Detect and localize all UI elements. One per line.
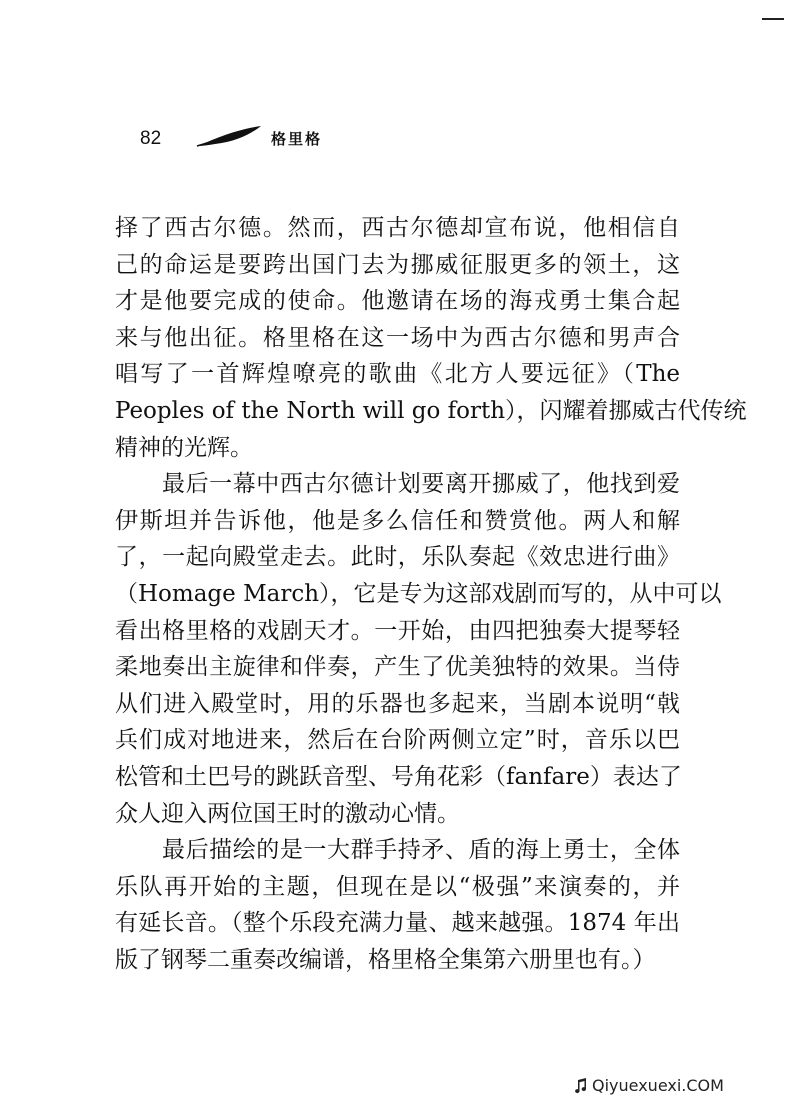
text-line: （Homage March），它是专为这部戏剧而写的，从中可以	[115, 580, 722, 607]
watermark-text: Qiyuexuexi.COM	[592, 1076, 724, 1095]
text-line: 唱写了一首辉煌嘹亮的歌曲《北方人要远征》（The	[115, 361, 680, 388]
text-line: 己的命运是要跨出国门去为挪威征服更多的领土，这	[115, 251, 680, 278]
text-line: 有延长音。（整个乐段充满力量、越来越强。1874 年出	[115, 910, 680, 937]
watermark	[572, 1076, 724, 1095]
feather-icon	[195, 124, 265, 150]
text-line: 从们进入殿堂时，用的乐器也多起来，当剧本说明“戟	[115, 690, 680, 717]
text-line: 柔地奏出主旋律和伴奏，产生了优美独特的效果。当侍	[115, 654, 680, 681]
text-line: Peoples of the North will go forth），闪耀着挪威古代传统	[115, 397, 747, 424]
text-line: 最后描绘的是一大群手持矛、盾的海上勇士，全体	[162, 837, 680, 864]
text-line: 来与他出征。格里格在这一场中为西古尔德和男声合	[115, 324, 680, 351]
corner-crop-mark	[762, 18, 784, 20]
text-line: 了，一起向殿堂走去。此时，乐队奏起《效忠进行曲》	[115, 544, 680, 571]
body-text	[115, 210, 747, 978]
running-title: 格里格	[271, 130, 323, 148]
text-line: 才是他要完成的使命。他邀请在场的海戎勇士集合起	[115, 288, 680, 315]
text-line: 择了西古尔德。然而，西古尔德却宣布说，他相信自	[115, 215, 680, 241]
text-line: 乐队再开始的主题，但现在是以“极强”来演奏的，并	[115, 873, 680, 900]
text-line: 众人迎入两位国王时的激动心情。	[115, 800, 460, 827]
page-header	[140, 124, 540, 158]
text-line: 看出格里格的戏剧天才。一开始，由四把独奏大提琴轻	[115, 617, 680, 644]
text-line: 精神的光辉。	[115, 434, 253, 461]
text-line: 最后一幕中西古尔德计划要离开挪威了，他找到爱	[162, 471, 680, 498]
music-note-icon	[572, 1078, 588, 1094]
text-line: 松管和土巴号的跳跃音型、号角花彩（fanfare）表达了	[115, 763, 682, 790]
text-line: 兵们成对地进来，然后在台阶两侧立定”时，音乐以巴	[115, 727, 680, 754]
text-line: 伊斯坦并告诉他，他是多么信任和赞赏他。两人和解	[115, 507, 680, 534]
text-line: 版了钢琴二重奏改编谱，格里格全集第六册里也有。）	[115, 946, 656, 973]
page-number: 82	[140, 128, 162, 149]
